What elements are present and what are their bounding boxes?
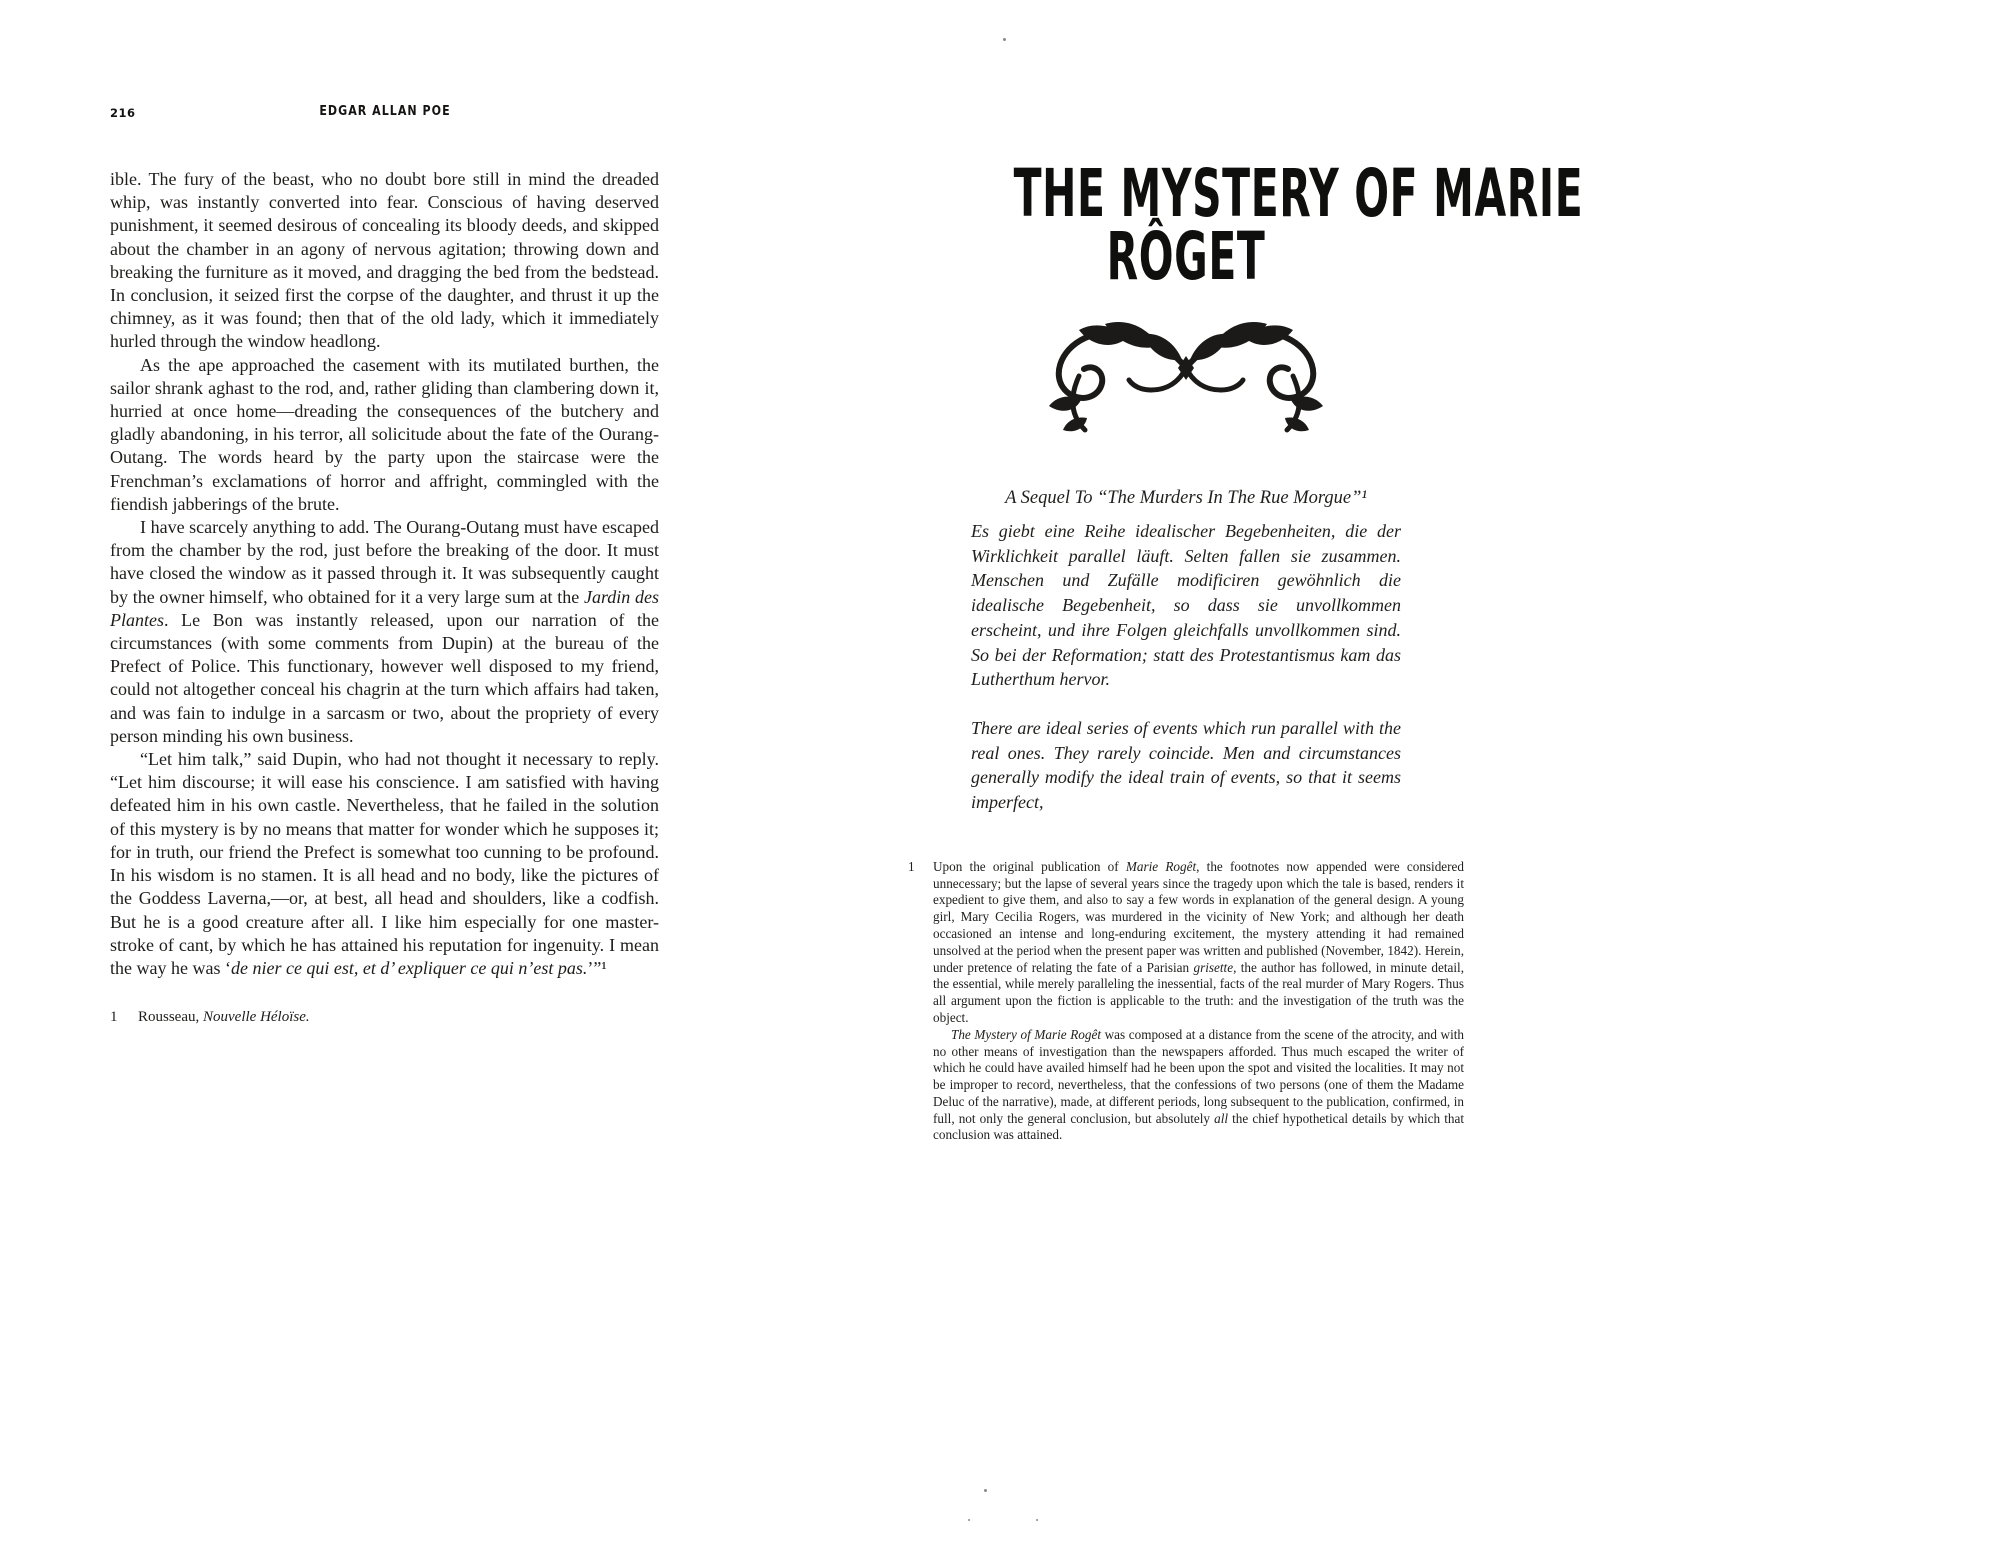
right-page	[908, 155, 1584, 1144]
print-mark-dot	[1003, 38, 1006, 41]
print-mark-dot	[968, 1519, 970, 1521]
footnote-paragraph: Upon the original publication of Marie Rogêt, the footnotes now appended were considered unnecessary; but the lapse of several years since the tragedy upon which the tale is based, renders it expedient to give them, and also to say a few words in explanation of the general design. A young girl, Mary Cecilia Rogers, was murdered in the vicinity of New York; and although her death occasioned an intense and long-enduring excitement, the mystery attending it had remained unsolved at the period when the present paper was written and published (November, 1842). Herein, under pretence of relating the fate of a Parisian grisette, the author has followed, in minute detail, the essential, while merely paralleling the inessential, facts of the real murder of Mary Rogers. Thus all argument upon the fiction is applicable to the truth: and the investigation of the truth was the object.	[933, 858, 1464, 1025]
paragraph: “Let him talk,” said Dupin, who had not thought it necessary to reply. “Let him discourse; it will ease his conscience. I am satisfied with having defeated him in his own castle. Nevertheless, that he failed in the solution of this mystery is by no means that matter for wonder which he supposes it; for in truth, our friend the Prefect is somewhat too cunning to be profound. In his wisdom is no stamen. It is all head and no body, like the pictures of the Goddess Laverna,—or, at best, all head and shoulders, like a codfish. But he is a good creature after all. I like him especially for one master-stroke of cant, by which he has attained his reputation for ingenuity. I mean the way he was ‘de nier ce qui est, et d’ expliquer ce qui n’est pas.’”¹	[110, 749, 659, 978]
footnote-text	[933, 859, 1464, 1145]
print-mark-dot	[984, 1489, 987, 1492]
chapter-title-line-2: RÔGET	[1106, 218, 1266, 295]
running-header-title: EDGAR ALLAN POE	[318, 104, 451, 119]
footnote-text: Rousseau, Nouvelle Héloïse.	[138, 1009, 310, 1026]
footnote-number: 1	[110, 1009, 118, 1026]
print-mark-dot	[1036, 1519, 1038, 1521]
epigraph-english: There are ideal series of events which run parallel with the real ones. They rarely coincide. Men and circumstances generally modify the ideal train of events, so that it seems imperfect,	[971, 717, 1401, 813]
chapter-title	[1013, 155, 1584, 295]
footnote-number: 1	[908, 858, 915, 874]
page-number: 216	[110, 106, 136, 120]
footnote-paragraph: The Mystery of Marie Rogêt was composed at a distance from the scene of the atrocity, and with no other means of investigation than the newspapers afforded. Thus much escaped the writer of which he could have availed himself had he been upon the spot and visited the localities. It may not be improper to record, nevertheless, that the confessions of two persons (one of them the Madame Deluc of the narrative), made, at different periods, long subsequent to the publication, confirmed, in full, not only the general conclusion, but absolutely all the chief hypothetical details by which that conclusion was attained.	[933, 1026, 1464, 1143]
footnote	[110, 1008, 659, 1027]
chapter-title-line-1: THE MYSTERY OF MARIE	[1013, 155, 1584, 232]
subtitle: A Sequel To “The Murders In The Rue Morgue”¹	[1005, 488, 1367, 508]
epigraph-german: Es giebt eine Reihe idealischer Begebenheiten, die der Wirklichkeit parallel läuft. Selten fallen sie zusammen. Menschen und Zufälle modificiren gewöhnlich die idealische Begebenheit, so dass sie unvollkommen erscheint, und ihre Folgen gleichfalls unvollkommen sind. So bei der Reformation; statt des Protestantismus kam das Lutherthum hervor.	[971, 521, 1401, 690]
running-head	[110, 104, 659, 120]
left-page	[110, 104, 659, 1027]
floral-ornament-icon	[991, 316, 1381, 436]
paragraph: I have scarcely anything to add. The Ourang-Outang must have escaped from the chamber by the rod, just before the breaking of the door. It must have closed the window as it passed through it. It was subsequently caught by the owner himself, who obtained for it a very large sum at the Jardin des Plantes. Le Bon was instantly released, upon our narration of the circumstances (with some comments from Dupin) at the bureau of the Prefect of Police. This functionary, however well disposed to my friend, could not altogether conceal his chagrin at the turn which affairs had taken, and was fain to indulge in a sarcasm or two, about the propriety of every person minding his own business.	[110, 517, 659, 746]
footnote	[908, 859, 1464, 1145]
paragraph: ible. The fury of the beast, who no doubt bore still in mind the dreaded whip, was instantly converted into fear. Conscious of having deserved punishment, it seemed desirous of concealing its bloody deeds, and skipped about the chamber in an agony of nervous agitation; throwing down and breaking the furniture as it moved, and dragging the bed from the bedstead. In conclusion, it seized first the corpse of the daughter, and thrust it up the chimney, as it was found; then that of the old lady, which it immediately hurled through the window headlong.	[110, 169, 659, 352]
paragraph: As the ape approached the casement with its mutilated burthen, the sailor shrank aghast to the rod, and, rather gliding than clambering down it, hurried at once home—dreading the consequences of the butchery and gladly abandoning, in his terror, all solicitude about the fate of the Ourang-Outang. The words heard by the party upon the staircase were the Frenchman’s exclamations of horror and affright, commingled with the fiendish jabberings of the brute.	[110, 354, 659, 514]
body-text	[110, 168, 659, 980]
